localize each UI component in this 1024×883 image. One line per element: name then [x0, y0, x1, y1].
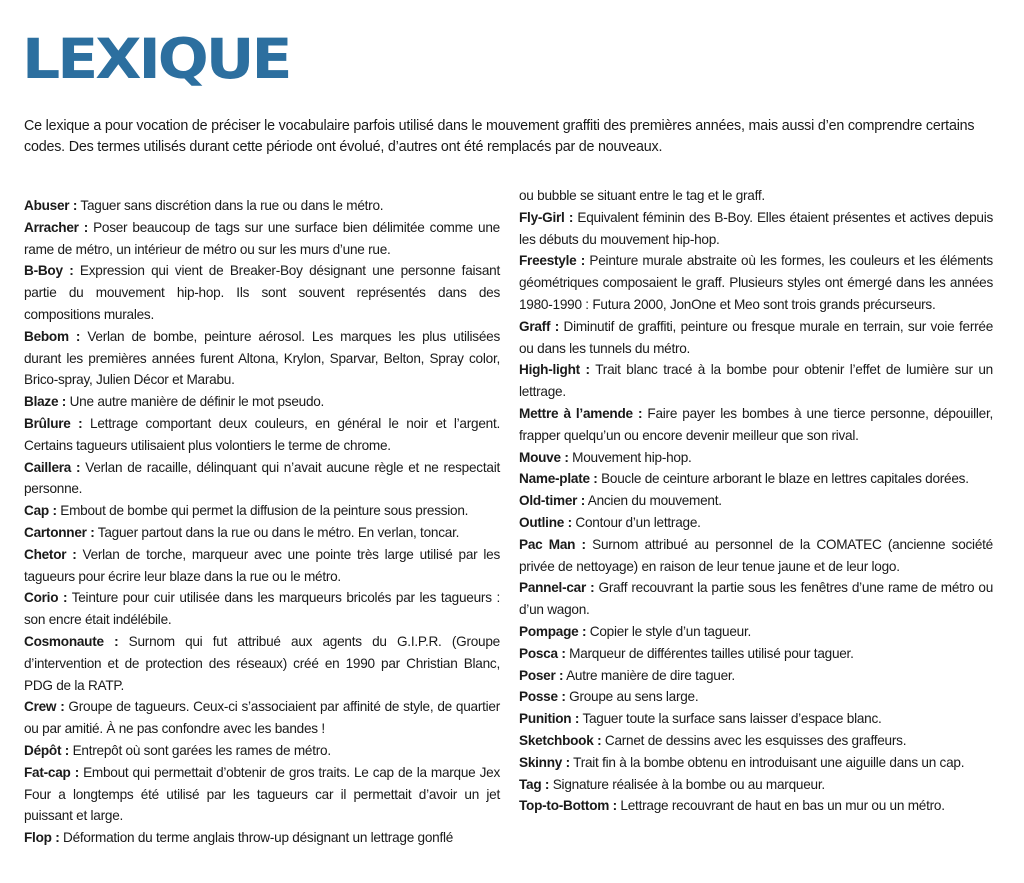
glossary-term: Posca : — [519, 645, 566, 661]
glossary-term: Old-timer : — [519, 493, 585, 509]
glossary-entry — [519, 207, 993, 251]
glossary-entry — [519, 316, 993, 360]
glossary-definition: Copier le style d’un tagueur. — [586, 623, 752, 639]
glossary-term: High-light : — [519, 362, 590, 378]
glossary-entry — [24, 217, 500, 261]
glossary-entry — [24, 391, 500, 413]
glossary-right-column — [519, 185, 993, 817]
glossary-term: Fly-Girl : — [519, 209, 574, 225]
glossary-definition: Carnet de dessins avec les esquisses des graffeurs. — [601, 732, 907, 748]
glossary-entry — [519, 447, 993, 469]
glossary-term: Outline : — [519, 514, 572, 530]
glossary-entry — [24, 740, 500, 762]
glossary-entry — [519, 359, 993, 403]
intro-paragraph: Ce lexique a pour vocation de préciser le vocabulaire parfois utilisé dans le mouvement graffiti des premières années, mais aussi d’en comprendre certains codes. Des termes utilisés durant cette période ont évolué, d’autres ont été remplacés par de nouveaux. — [24, 118, 975, 155]
glossary-entry — [519, 795, 993, 817]
glossary-entry — [519, 468, 993, 490]
glossary-entry — [24, 587, 500, 631]
glossary-definition: Graff recouvrant la partie sous les fenêtres d’une rame de métro ou d’un wagon. — [519, 580, 994, 618]
glossary-definition: Expression qui vient de Breaker-Boy désignant une personne faisant partie du mouvement hip-hop. Ils sont souvent représentés dans des compositions murales. — [24, 263, 500, 322]
glossary-term: Mouve : — [519, 449, 569, 465]
glossary-entry — [519, 490, 993, 512]
glossary-definition: Embout de bombe qui permet la diffusion de la peinture sous pression. — [56, 503, 469, 519]
glossary-entry — [24, 522, 500, 544]
glossary-definition: Equivalent féminin des B-Boy. Elles étaient présentes et actives depuis les débuts du mouvement hip-hop. — [519, 209, 994, 247]
glossary-term: Brûlure : — [24, 415, 83, 431]
glossary-term: Pompage : — [519, 623, 587, 639]
glossary-term: Poser : — [519, 667, 564, 683]
glossary-term: Crew : — [24, 699, 65, 715]
glossary-definition: Faire payer les bombes à une tierce personne, dépouiller, frapper quelqu’un ou encore devenir meilleur que son rival. — [519, 405, 994, 443]
glossary-definition: Ancien du mouvement. — [584, 493, 722, 509]
page-title: LEXIQUE — [22, 27, 290, 92]
glossary-entry — [519, 665, 993, 687]
glossary-left-column — [24, 195, 500, 849]
glossary-definition: Contour d’un lettrage. — [571, 514, 701, 530]
glossary-entry — [24, 762, 500, 827]
glossary-term: Dépôt : — [24, 742, 70, 758]
glossary-definition: Trait blanc tracé à la bombe pour obtenir l’effet de lumière sur un lettrage. — [519, 362, 993, 400]
glossary-entry — [519, 752, 993, 774]
glossary-definition: Diminutif de graffiti, peinture ou fresque murale en terrain, sur voie ferrée ou dans les tunnels du métro. — [519, 318, 994, 356]
glossary-entry — [24, 827, 500, 849]
glossary-definition: Peinture murale abstraite où les formes, les couleurs et les éléments géométriques composaient le graff. Plusieurs styles ont émergé dans les années 1980-1990 : Futura 2000, JonOne et Meo sont trois grands précurseurs. — [519, 253, 993, 312]
glossary-entry — [519, 534, 993, 578]
glossary-definition: Boucle de ceinture arborant le blaze en lettres capitales dorées. — [597, 471, 969, 487]
glossary-definition: Marqueur de différentes tailles utilisé pour taguer. — [565, 645, 854, 661]
glossary-entry — [519, 577, 993, 621]
glossary-definition: Groupe au sens large. — [565, 689, 699, 705]
glossary-entry — [519, 643, 993, 665]
glossary-definition: Signature réalisée à la bombe ou au marqueur. — [549, 776, 825, 792]
glossary-definition: Verlan de bombe, peinture aérosol. Les marques les plus utilisées durant les premières années furent Altona, Krylon, Sparvar, Belton, Spray color, Brico-spray, Julien Décor et Marabu. — [24, 328, 501, 388]
glossary-definition: Taguer toute la surface sans laisser d’espace blanc. — [579, 711, 882, 727]
glossary-definition: Trait fin à la bombe obtenu en introduisant une aiguille dans un cap. — [569, 754, 965, 770]
glossary-definition: Mouvement hip-hop. — [568, 449, 692, 465]
glossary-term: Cap : — [24, 503, 57, 519]
glossary-definition: Poser beaucoup de tags sur une surface bien délimitée comme une rame de métro, un intérieur de métro ou sur les murs d’une rue. — [24, 219, 500, 257]
glossary-term: Fat-cap : — [24, 764, 79, 780]
glossary-term: Mettre à l’amende : — [519, 405, 643, 421]
glossary-entry — [519, 185, 993, 207]
glossary-entry — [24, 195, 500, 217]
glossary-entry — [24, 457, 500, 501]
glossary-term: Arracher : — [24, 219, 89, 235]
glossary-definition: Déformation du terme anglais throw-up désignant un lettrage gonflé — [59, 830, 454, 846]
glossary-term: B-Boy : — [24, 263, 74, 279]
glossary-definition: Lettrage comportant deux couleurs, en général le noir et l’argent. Certains tagueurs utilisaient plus volontiers le terme de chrome. — [24, 415, 501, 453]
glossary-term: Chetor : — [24, 546, 77, 562]
glossary-term: Caillera : — [24, 459, 81, 475]
glossary-definition: ou bubble se situant entre le tag et le graff. — [519, 188, 765, 203]
glossary-term: Pac Man : — [519, 536, 586, 552]
glossary-entry — [519, 708, 993, 730]
page-title-logo — [22, 27, 290, 92]
glossary-entry — [24, 413, 500, 457]
glossary-definition: Groupe de tagueurs. Ceux-ci s’associaient par affinité de style, de quartier ou par amitié. À ne pas confondre avec les bandes ! — [24, 699, 501, 737]
glossary-definition: Lettrage recouvrant de haut en bas un mur ou un métro. — [616, 798, 945, 814]
glossary-definition: Taguer partout dans la rue ou dans le métro. En verlan, toncar. — [94, 524, 460, 540]
glossary-term: Posse : — [519, 689, 566, 705]
glossary-term: Name-plate : — [519, 471, 598, 487]
glossary-entry — [519, 512, 993, 534]
glossary-definition: Surnom qui fut attribué aux agents du G.I.P.R. (Groupe d’intervention et de protection des réseaux) créé en 1990 par Christian Blanc, PDG de la RATP. — [24, 633, 500, 693]
glossary-definition: Embout qui permettait d’obtenir de gros traits. Le cap de la marque Jex Four a longtemps été utilisé par les tagueurs car il permettait d’avoir un jet puissant et large. — [24, 764, 500, 824]
glossary-term: Punition : — [519, 711, 580, 727]
glossary-definition: Une autre manière de définir le mot pseudo. — [66, 394, 325, 410]
glossary-term: Freestyle : — [519, 253, 586, 269]
glossary-term: Sketchbook : — [519, 732, 602, 748]
glossary-term: Top-to-Bottom : — [519, 798, 617, 814]
glossary-definition: Teinture pour cuir utilisée dans les marqueurs bricolés par les tagueurs : son encre était indélébile. — [24, 590, 500, 628]
glossary-term: Skinny : — [519, 754, 570, 770]
glossary-term: Abuser : — [24, 198, 78, 213]
glossary-definition: Verlan de racaille, délinquant qui n’avait aucune règle et ne respectait personne. — [24, 459, 500, 497]
glossary-entry — [519, 774, 993, 796]
glossary-entry — [24, 326, 500, 391]
glossary-definition: Surnom attribué au personnel de la COMATEC (ancienne société privée de nettoyage) en raison de leur tenue jaune et de leur logo. — [519, 536, 993, 574]
glossary-entry — [24, 631, 500, 696]
glossary-term: Corio : — [24, 590, 68, 606]
glossary-term: Graff : — [519, 318, 560, 334]
glossary-entry — [24, 696, 500, 740]
glossary-entry — [24, 544, 500, 588]
glossary-entry — [24, 260, 500, 325]
glossary-term: Blaze : — [24, 394, 67, 410]
glossary-term: Cartonner : — [24, 524, 95, 540]
glossary-term: Tag : — [519, 776, 550, 792]
glossary-term: Bebom : — [24, 328, 81, 344]
glossary-definition: Taguer sans discrétion dans la rue ou dans le métro. — [77, 198, 384, 213]
glossary-definition: Entrepôt où sont garées les rames de métro. — [69, 742, 331, 758]
glossary-definition: Verlan de torche, marqueur avec une pointe très large utilisé par les tagueurs pour écrire leur blaze dans la rue ou le métro. — [24, 546, 501, 584]
glossary-entry — [519, 621, 993, 643]
glossary-entry — [519, 686, 993, 708]
glossary-term: Cosmonaute : — [24, 633, 119, 649]
glossary-term: Flop : — [24, 830, 60, 846]
glossary-entry — [519, 250, 993, 315]
glossary-definition: Autre manière de dire taguer. — [563, 667, 735, 683]
glossary-entry — [519, 730, 993, 752]
glossary-entry — [24, 500, 500, 522]
glossary-entry — [519, 403, 993, 447]
glossary-term: Pannel-car : — [519, 580, 595, 596]
